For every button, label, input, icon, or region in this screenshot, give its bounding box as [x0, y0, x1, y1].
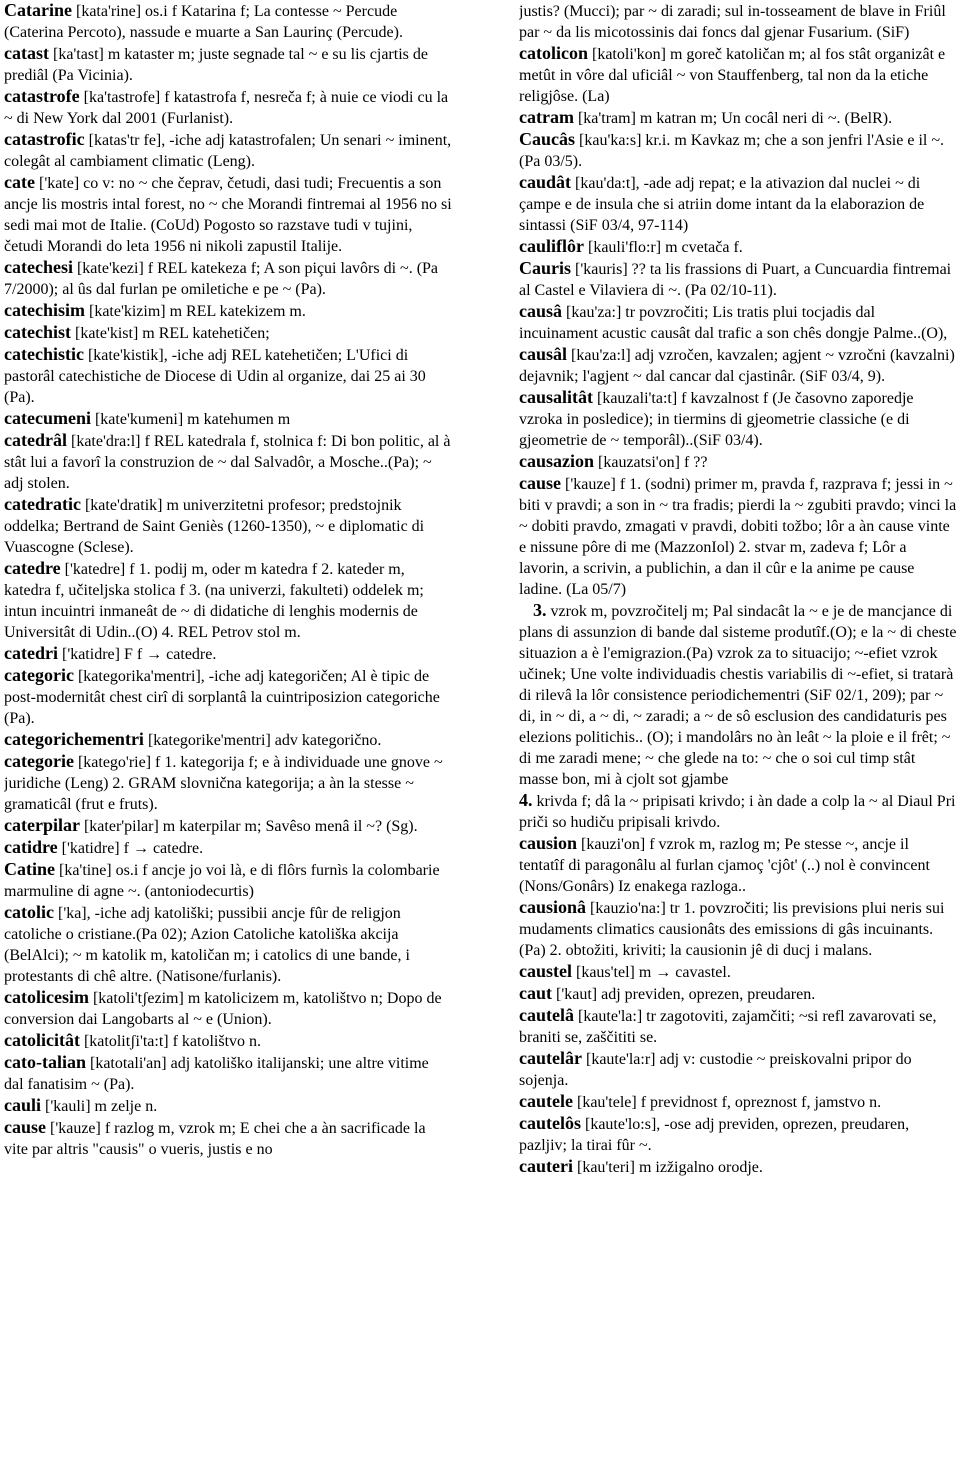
dictionary-entry [4, 1030, 452, 1052]
entry-body: krivda f; dâ la ~ pripisati krivdo; i àn dade a colp la ~ al Diaul Pri priči so hudiču pripisali krivdo. [519, 793, 956, 831]
dictionary-entry [4, 322, 452, 344]
right-column [519, 0, 957, 1462]
dictionary-entry [4, 902, 452, 987]
entry-body: [kategorika'mentri], -iche adj kategoričen; Al è tipic de post-modernitât chest cirî di sorplantâ la cuintriposizion categoriche (Pa). [4, 668, 440, 727]
dictionary-entry [519, 236, 957, 258]
dictionary-entry [519, 983, 957, 1005]
entry-headword: causalitât [519, 387, 593, 407]
entry-headword: causionâ [519, 897, 587, 917]
dictionary-entry [4, 172, 452, 257]
entry-body: ['katidre] F f → catedre. [61, 646, 217, 663]
entry-body: [kaute'la:] tr zagotoviti, zajamčiti; ~si refl zavarovati se, braniti se, zaščititi se. [519, 1008, 937, 1046]
entry-headword: catast [4, 43, 49, 63]
dictionary-entry [4, 43, 452, 86]
entry-body: [kate'dra:l] f REL katedrala f, stolnica f: Di bon politic, al à stât lui a favorî la construzion de ~ dal Salvadôr, a Mosche..(Pa); ~ adj stolen. [4, 433, 451, 492]
entry-body: [kate'kistik], -iche adj REL katehetičen; L'Ufici di pastorâl catechistiche de Diocese di Udin al organize, dai 25 ai 30 (Pa). [4, 347, 426, 406]
dictionary-entry [4, 1117, 452, 1160]
entry-body: ['katidre] f → catedre. [61, 840, 204, 857]
entry-body: [katas'tr fe], -iche adj katastrofalen; Un senari ~ iminent, colegât al cambiament climatic (Leng). [4, 132, 452, 170]
entry-body: [kau'za:l] adj vzročen, kavzalen; agjent ~ vzročni (kavzalni) dejavnik; l'agjent ~ dal cancar dal cjastinâr. (SiF 03/4, 9). [519, 347, 955, 385]
dictionary-entry [4, 494, 452, 558]
dictionary-entry [519, 1091, 957, 1113]
entry-headword: causâl [519, 344, 568, 364]
entry-headword: catedre [4, 558, 61, 578]
entry-headword: caterpilar [4, 815, 80, 835]
dictionary-entry [4, 729, 452, 751]
entry-headword: catedri [4, 643, 58, 663]
entry-headword: cauli [4, 1095, 42, 1115]
entry-headword: catastrofe [4, 86, 80, 106]
dictionary-entry [519, 790, 957, 833]
dictionary-entry [519, 1156, 957, 1178]
dictionary-entry [4, 408, 452, 430]
entry-headword: cautelâr [519, 1048, 582, 1068]
entry-headword: cause [519, 473, 561, 493]
entry-body: [kaute'la:r] adj v: custodie ~ preiskovalni pripor do sojenja. [519, 1051, 912, 1089]
entry-headword: cauliflôr [519, 236, 584, 256]
entry-headword: cause [4, 1117, 46, 1137]
entry-body: [kate'kumeni] m katehumen m [94, 411, 291, 428]
entry-body: [kau'teri] m izžigalno orodje. [576, 1159, 763, 1176]
dictionary-entry [519, 473, 957, 600]
dictionary-entry [4, 665, 452, 729]
dictionary-entry [519, 258, 957, 301]
entry-headword: categorichementri [4, 729, 144, 749]
dictionary-entry [4, 86, 452, 129]
entry-body: [kau'tele] f previdnost f, opreznost f, jamstvo n. [576, 1094, 882, 1111]
entry-body: ['katedre] f 1. podij m, oder m katedra f 2. kateder m, katedra f, učiteljska stolica f 3. (na univerzi, fakulteti) oddelek m; intun incuintri inmaneât de ~ di didatiche di lenghis modernis de Universitât di Udin..(O) 4. REL Petrov stol m. [4, 561, 424, 641]
dictionary-entry [519, 600, 957, 790]
dictionary-entry [4, 987, 452, 1030]
entry-body: [katoli'kon] m goreč katoličan m; al fos stât organizât e metût in vôre dal uficiâl ~ von Stauffenberg, tal non da la etiche religjôse. (La) [519, 46, 946, 105]
dictionary-entry [519, 0, 957, 43]
entry-headword: catolic [4, 902, 54, 922]
entry-headword: catolicesim [4, 987, 89, 1007]
entry-body: [kau'za:] tr povzročiti; Lis tratis plui tocjadis dal incuinament acustic causât dal trafic a son chês dongje Palme..(O), [519, 304, 948, 342]
entry-headword: catedratic [4, 494, 81, 514]
entry-sense-number: 4. [519, 790, 533, 810]
entry-body: [kate'dratik] m univerzitetni profesor; predstojnik oddelka; Bertrand de Saint Geniès (1260-1350), ~ e diplomatic di Vuascogne (Sclese). [4, 497, 425, 556]
entry-body: [kaus'tel] m → cavastel. [576, 964, 731, 981]
entry-headword: catechesi [4, 257, 73, 277]
dictionary-entry [519, 1048, 957, 1091]
entry-body: [kata'rine] os.i f Katarina f; La contesse ~ Percude (Caterina Percoto), nassude e muarte a San Laurinç (Percude). [4, 3, 403, 41]
entry-headword: causion [519, 833, 578, 853]
entry-headword: caudât [519, 172, 572, 192]
entry-headword: catolicitât [4, 1030, 80, 1050]
entry-body: [kauzali'ta:t] f kavzalnost f (Je časovno zaporedje vzroka in posledice); in tiermins di gjeometrie classiche (e di gjeometrie de ~ temporâl)..(SiF 03/4). [519, 390, 914, 449]
dictionary-entry [519, 107, 957, 129]
entry-body: [kauli'flo:r] m cvetača f. [588, 239, 743, 256]
left-column [4, 0, 452, 1462]
entry-headword: caut [519, 983, 552, 1003]
entry-sense-number: 3. [533, 600, 547, 620]
dictionary-entry [519, 451, 957, 473]
entry-headword: cautele [519, 1091, 573, 1111]
dictionary-entry [4, 300, 452, 322]
entry-body: [katego'rie] f 1. kategorija f; e à individuade une gnove ~ juridiche (Leng) 2. GRAM slovnična kategorija; a àn la stesse ~ gramaticâl (frut e fruts). [4, 754, 443, 813]
dictionary-entry [4, 643, 452, 665]
entry-headword: catidre [4, 837, 58, 857]
entry-body: [kauzio'na:] tr 1. povzročiti; lis previsions plui neris sui mudaments climatics causionâts des emissions di gâs incuinants.(Pa) 2. obtožiti, kriviti; la causionin jê di ducj i malans. [519, 900, 945, 959]
entry-headword: cautelâ [519, 1005, 574, 1025]
dictionary-entry [4, 257, 452, 300]
entry-body: vzrok m, povzročitelj m; Pal sindacât la ~ e je de mancjance di plans di assunzion di bande dal sisteme produtîf.(O); e la ~ di cheste situazion a è l'emigrazion.(Pa) vzrok za to situacijo; ~-efiet vzrok učinek; Une volte individuadis chestis variabilis di ~-efiet, si tratarà di rilevâ la lôr consistence periodichementri (SiF 02/1, 209); par ~ di, in ~ di, a ~ di, ~ zaradi; a ~ de sô esclusion des candidaturis pes elezions politichis.. (O); i mandolârs no àn leât ~ la ploie e il frêt; ~ di me zaradi mene; ~ che glede na to: ~ che o soi cul timp stât masse bon, mi à cjolt sot gjambe [519, 603, 957, 788]
entry-headword: catecumeni [4, 408, 91, 428]
dictionary-entry [4, 129, 452, 172]
entry-body: [kate'kizim] m REL katekizem m. [88, 303, 306, 320]
entry-body: [kate'kist] m REL katehetičen; [74, 325, 270, 342]
entry-body: ['kauze] f 1. (sodni) primer m, pravda f, razprava f; jessi in ~ biti v pravdi; a son in ~ tra fradis; pierdi la ~ zgubiti pravdo; vinci la ~ dobiti pravdo, zmagati v pravdi, dobiti tožbo; lôr a àn cause vinte e nissune pôre di me (MazzonIol) 2. stvar m, zadeva f; Lôr a lavorin, a scrivin, a publichin, a dan il cûr e la anime pe cause ladine. (La 05/7) [519, 476, 957, 598]
dictionary-entry [4, 0, 452, 43]
dictionary-entry [519, 387, 957, 451]
dictionary-entry [4, 1052, 452, 1095]
entry-headword: catedrâl [4, 430, 67, 450]
dictionary-entry [519, 961, 957, 983]
entry-body: [kauzatsi'on] f ?? [598, 454, 708, 471]
entry-headword: Catarine [4, 0, 72, 20]
entry-body: [kau'ka:s] kr.i. m Kavkaz m; che a son jenfri l'Asie e il ~. (Pa 03/5). [519, 132, 944, 170]
entry-body: [ka'tast] m kataster m; juste segnade tal ~ e su lis cjartis de prediâl (Pa Vicinia). [4, 46, 428, 84]
dictionary-entry [4, 1095, 452, 1117]
entry-headword: categoric [4, 665, 74, 685]
entry-headword: catram [519, 107, 574, 127]
entry-body: [katotali'an] adj katoliško italijanski; une altre vitime dal fanatisim ~ (Pa). [4, 1055, 429, 1093]
dictionary-entry [519, 1113, 957, 1156]
entry-headword: cate [4, 172, 35, 192]
entry-body: [ka'tram] m katran m; Un cocâl neri di ~. (BelR). [577, 110, 893, 127]
dictionary-entry [519, 1005, 957, 1048]
entry-headword: Cauris [519, 258, 572, 278]
dictionary-entry [519, 344, 957, 387]
dictionary-entry [4, 859, 452, 902]
dictionary-entry [4, 344, 452, 408]
dictionary-entry [519, 129, 957, 172]
entry-body: [kaute'lo:s], -ose adj previden, oprezen, preudaren, pazljiv; la tirai fûr ~. [519, 1116, 910, 1154]
entry-body: ['kate] co v: no ~ che čeprav, četudi, dasi tudi; Frecuentis a son ancje lis mostris intal forest, no ~ che Morandi fintremai al 1956 no si sedi mai mot de Italie. (CoUd) Pogosto so razstave tudi v tujini, četudi Morandi do leta 1956 ni nikoli zapustil Italije. [4, 175, 452, 255]
entry-body: [kau'da:t], -ade adj repat; e la ativazion dal nuclei ~ di çampe e de insula che si atriin dome intant da la elaborazion de sintassi (SiF 03/4, 97-114) [519, 175, 925, 234]
entry-body: ['kaut] adj previden, oprezen, preudaren. [556, 986, 816, 1003]
entry-headword: caustel [519, 961, 572, 981]
entry-headword: catechistic [4, 344, 84, 364]
entry-body: [kater'pilar] m katerpilar m; Savêso menâ il ~? (Sg). [83, 818, 418, 835]
entry-headword: catolicon [519, 43, 588, 63]
entry-body: ['kauze] f razlog m, vzrok m; E chei che a àn sacrificade la vite par altris "causis" o vueris, justis e no [4, 1120, 426, 1158]
entry-body: ['kauli] m zelje n. [45, 1098, 158, 1115]
entry-body: ['kauris] ?? ta lis frassions di Puart, a Cuncuardia fintremai al Castel e Vilaviera di ~. (Pa 02/10-11). [519, 261, 952, 299]
entry-headword: catechisim [4, 300, 85, 320]
entry-headword: categorie [4, 751, 74, 771]
dictionary-entry [519, 897, 957, 961]
dictionary-entry [519, 43, 957, 107]
entry-body: [kategorike'mentri] adv kategorično. [147, 732, 382, 749]
entry-headword: catechist [4, 322, 71, 342]
entry-body: [katolitʃi'ta:t] f katolištvo n. [83, 1033, 262, 1050]
entry-headword: cautelôs [519, 1113, 581, 1133]
dictionary-entry [519, 301, 957, 344]
dictionary-entry [4, 558, 452, 643]
entry-headword: causazion [519, 451, 595, 471]
dictionary-entry [4, 815, 452, 837]
dictionary-entry [519, 172, 957, 236]
entry-headword: Caucâs [519, 129, 576, 149]
entry-body: [ka'tine] os.i f ancje jo voi là, e di flôrs furnìs la colombarie marmuline di agne ~. (antoniodecurtis) [4, 862, 440, 900]
entry-headword: catastrofic [4, 129, 85, 149]
entry-headword: Catine [4, 859, 55, 879]
entry-body: [katoli'tʃezim] m katolicizem m, katolištvo n; Dopo de conversion dai Langobarts al ~ e (Union). [4, 990, 442, 1028]
entry-body: justis? (Mucci); par ~ di zaradi; sul in-tosseament de blave in Friûl par ~ da lis micotossinis dai foncs dal gjenar Fusarium. (SiF) [519, 3, 946, 41]
entry-body: [kate'kezi] f REL katekeza f; A son piçui lavôrs di ~. (Pa 7/2000); al ûs dal furlan pe omiletiche e pe ~ (Pa). [4, 260, 439, 298]
entry-body: ['ka], -iche adj katoliški; pussibii ancje fûr de religjon catoliche o cristiane.(Pa 02); Azion Catoliche katoliška akcija (BelAlci); ~ m katolik m, katoličan m; i catolics di une bande, i protestants di chê altre. (Natisone/furlanis). [4, 905, 410, 985]
entry-headword: cato-talian [4, 1052, 86, 1072]
entry-body: [ka'tastrofe] f katastrofa f, nesreča f; à nuie ce viodi cu la ~ di New York dal 2001 (Furlanist). [4, 89, 449, 127]
entry-headword: causâ [519, 301, 563, 321]
dictionary-entry [4, 430, 452, 494]
entry-body: [kauzi'on] f vzrok m, razlog m; Pe stesse ~, ancje il tentatîf di paragonâlu al furlan cjamoç 'cjôt' (..) nol è convincent (Nons/Gonârs) Iz enakega razloga.. [519, 836, 930, 895]
dictionary-entry [4, 837, 452, 859]
dictionary-entry [519, 833, 957, 897]
entry-headword: cauteri [519, 1156, 573, 1176]
dictionary-entry [4, 751, 452, 815]
